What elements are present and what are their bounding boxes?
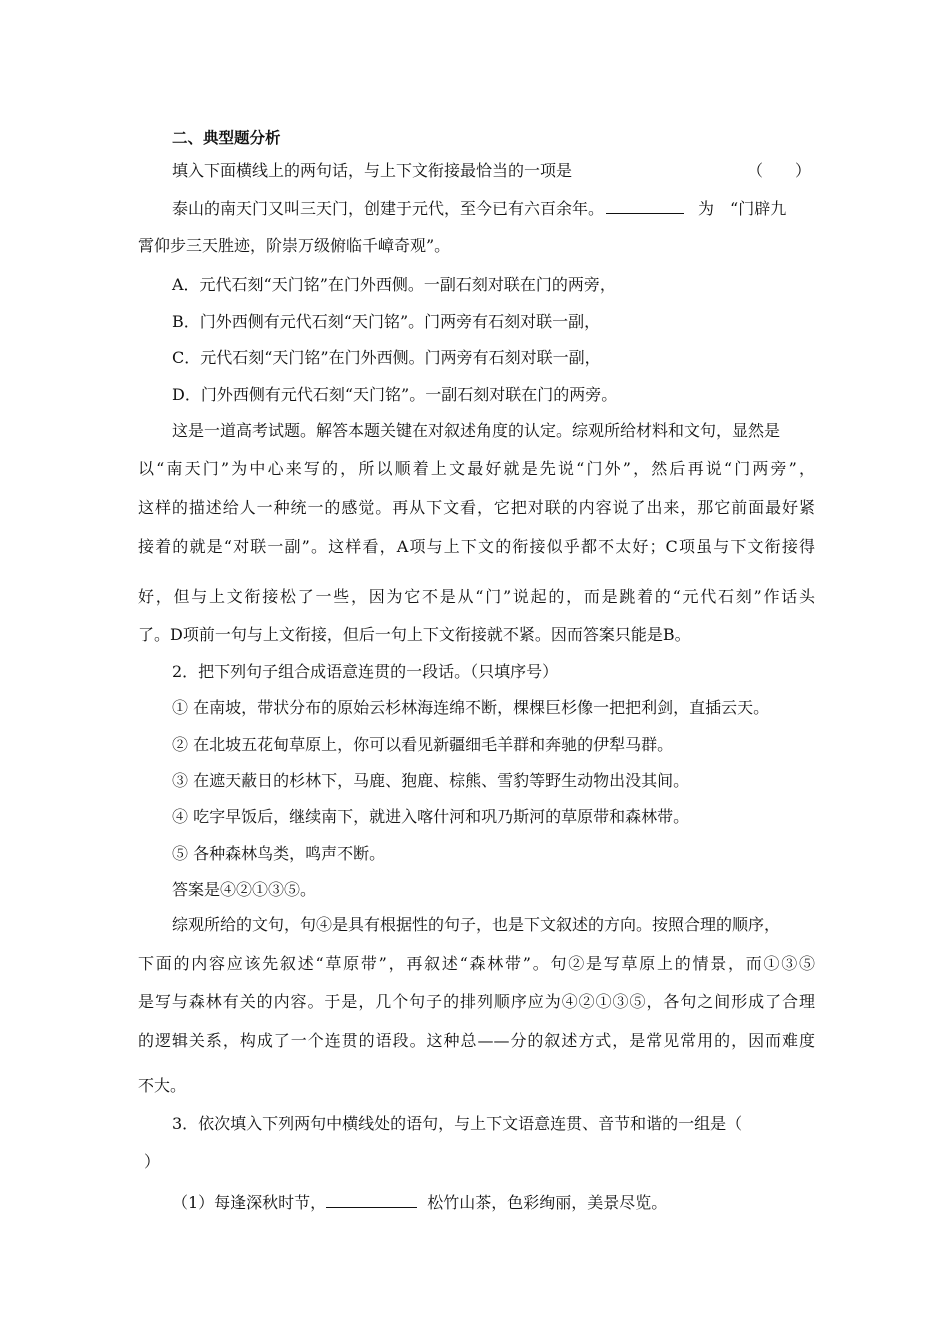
q1-analysis-line: 以“南天门”为中心来写的，所以顺着上文最好就是先说“门外”，然后再说“门两旁”， [138, 459, 815, 478]
q1-analysis-line: 接着的就是“对联一副”。这样看，A项与上下文的衔接似乎都不太好；C项虽与下文衔接得 [138, 537, 815, 556]
q2-sentence: ③ 在遮天蔽日的杉林下，马鹿、狍鹿、棕熊、雪豹等野生动物出没其间。 [172, 771, 690, 790]
q2-sentence: ⑤ 各种森林鸟类，鸣声不断。 [172, 844, 386, 863]
q3-item1-part1: （1）每逢深秋时节， [172, 1193, 327, 1212]
q1-option-c: C．元代石刻“天门铭”在门外西侧。门两旁有石刻对联一副， [172, 348, 601, 367]
q2-analysis-line: 综观所给的文句，句④是具有根据性的句子，也是下文叙述的方向。按照合理的顺序， [172, 915, 781, 934]
q1-blank [606, 198, 684, 214]
q1-option-a: A．元代石刻“天门铭”在门外西侧。一副石刻对联在门的两旁， [172, 275, 616, 294]
q1-analysis-line: 了。D项前一句与上文衔接，但后一句上下文衔接就不紧。因而答案只能是B。 [138, 625, 691, 644]
q1-passage-line2: 霄仰步三天胜迹，阶崇万级俯临千嶂奇观”。 [138, 236, 451, 255]
q2-sentence: ① 在南坡，带状分布的原始云杉林海连绵不断，棵棵巨杉像一把把利剑，直插云天。 [172, 698, 770, 717]
q1-prompt: 填入下面横线上的两句话，与上下文衔接最恰当的一项是 [172, 161, 573, 180]
q2-sentence: ④ 吃字早饭后，继续南下，就进入喀什河和巩乃斯河的草原带和森林带。 [172, 807, 690, 826]
q1-passage-line1 [172, 198, 786, 220]
q2-answer: 答案是④②①③⑤。 [172, 880, 317, 899]
q1-option-d: D．门外西侧有元代石刻“天门铭”。一副石刻对联在门的两旁。 [172, 385, 618, 404]
section-heading: 二、典型题分析 [172, 129, 281, 147]
q3-item1-part2: 松竹山茶，色彩绚丽，美景尽览。 [427, 1193, 668, 1212]
q2-analysis-line: 不大。 [138, 1076, 187, 1095]
q1-passage-part2: 为 “门辟九 [698, 199, 787, 218]
q1-analysis-line: 好，但与上文衔接松了一些，因为它不是从“门”说起的，而是跳着的“元代石刻”作话头 [138, 587, 815, 606]
q3-item1-blank [326, 1192, 417, 1208]
q1-option-b: B．门外西侧有元代石刻“天门铭”。门两旁有石刻对联一副， [172, 312, 601, 331]
q3-prompt-line2: ） [144, 1152, 161, 1171]
q2-analysis-line: 是写与森林有关的内容。于是，几个句子的排列顺序应为④②①③⑤，各句之间形成了合理 [138, 992, 815, 1011]
q3-prompt-line1: 3．依次填入下列两句中横线处的语句，与上下文语意连贯、音节和谐的一组是（ [172, 1114, 743, 1133]
q2-prompt: 2．把下列句子组合成语意连贯的一段话。（只填序号） [172, 662, 559, 681]
q2-analysis-line: 下面的内容应该先叙述“草原带”，再叙述“森林带”。句②是写草原上的情景，而①③⑤ [138, 954, 815, 973]
q1-analysis-line: 这样的描述给人一种统一的感觉。再从下文看，它把对联的内容说了出来，那它前面最好紧 [138, 498, 815, 517]
q1-passage-part1: 泰山的南天门又叫三天门，创建于元代，至今已有六百余年。 [172, 199, 605, 218]
q3-item1 [172, 1192, 667, 1214]
q2-analysis-line: 的逻辑关系，构成了一个连贯的语段。这种总——分的叙述方式，是常见常用的，因而难度 [138, 1031, 815, 1050]
q2-sentence: ② 在北坡五花甸草原上，你可以看见新疆细毛羊群和奔驰的伊犁马群。 [172, 735, 674, 754]
q1-analysis-line: 这是一道高考试题。解答本题关键在对叙述角度的认定。综观所给材料和文句，显然是 [172, 421, 781, 440]
q1-answer-paren: （ ） [747, 161, 812, 180]
